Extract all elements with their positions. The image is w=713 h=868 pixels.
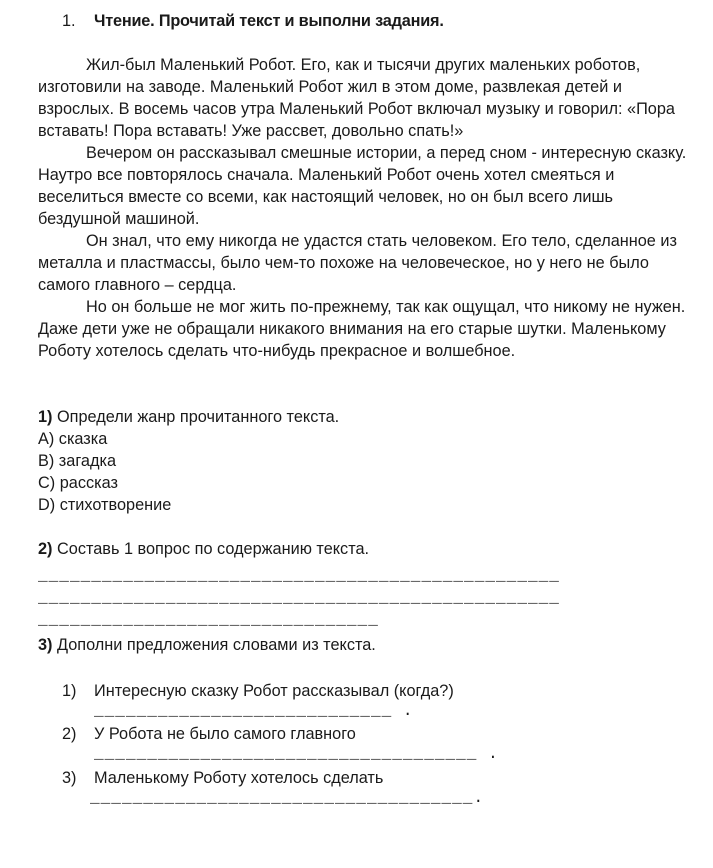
sentence-text: Интересную сказку Робот рассказывал (когда?): [94, 682, 454, 700]
question-1-prompt: [38, 406, 688, 428]
answer-option-d[interactable]: D) стихотворение: [38, 496, 172, 514]
sentence-blank[interactable]: ____________________________ .: [94, 702, 414, 720]
sentence-blank[interactable]: ____________________________________ .: [94, 745, 499, 763]
question-number: 3): [38, 636, 53, 654]
answer-option-c[interactable]: C) рассказ: [38, 474, 118, 492]
story-paragraph: Но он больше не мог жить по-прежнему, так как ощущал, что никому не нужен. Даже дети уже не обращали никакого внимания на его старые шутки. Маленькому Роботу хотелось сделать что-нибудь прекрасное и волшебное.: [38, 298, 686, 360]
answer-line[interactable]: _________________________________________________: [38, 567, 560, 585]
answer-option-b[interactable]: B) загадка: [38, 452, 116, 470]
question-text: Составь 1 вопрос по содержанию текста.: [52, 540, 370, 558]
exercise-heading: [62, 10, 444, 32]
question-text: Дополни предложения словами из текста.: [52, 636, 376, 654]
story-text: [38, 54, 688, 362]
story-paragraph: Вечером он рассказывал смешные истории, а перед сном - интересную сказку. Наутро все повторялось сначала. Маленький Робот очень хотел смеяться и веселиться вместе со всеми, как настоящий человек, но он был всего лишь бездушной машиной.: [38, 144, 687, 228]
question-2-prompt: [38, 538, 688, 560]
answer-option-a[interactable]: A) сказка: [38, 430, 108, 448]
sentence-number: 1): [62, 682, 77, 700]
story-paragraph: Он знал, что ему никогда не удастся стать человеком. Его тело, сделанное из металла и пластмассы, было чем-то похоже на человеческое, но у него не было самого главного – сердца.: [38, 232, 677, 294]
question-number: 1): [38, 408, 53, 426]
sentence-item-3: [62, 767, 682, 807]
sentence-number: 2): [62, 725, 77, 743]
sentence-blank[interactable]: ____________________________________.: [90, 789, 485, 807]
story-paragraph: Жил-был Маленький Робот. Его, как и тысячи других маленьких роботов, изготовили на заводе. Маленький Робот жил в этом доме, развлекая детей и взрослых. В восемь часов утра Маленький Робот включал музыку и говорил: «Пора вставать! Пора вставать! Уже рассвет, довольно спать!»: [38, 56, 675, 140]
sentence-item-1: [62, 680, 682, 720]
sentence-text: Маленькому Роботу хотелось сделать: [94, 769, 384, 787]
exercise-title: Чтение. Прочитай текст и выполни задания.: [94, 12, 444, 30]
answer-lines: [38, 565, 678, 631]
sentence-text: У Робота не было самого главного: [94, 725, 356, 743]
question-2: [38, 538, 688, 560]
sentence-item-2: [62, 723, 682, 763]
question-1: [38, 406, 688, 516]
question-text: Определи жанр прочитанного текста.: [52, 408, 340, 426]
exercise-number: 1.: [62, 12, 76, 30]
question-3-prompt: [38, 634, 688, 656]
sentence-number: 3): [62, 769, 77, 787]
answer-line[interactable]: _________________________________________________: [38, 589, 560, 607]
question-number: 2): [38, 540, 53, 558]
question-3: [38, 634, 688, 656]
answer-line[interactable]: ________________________________: [38, 611, 379, 629]
